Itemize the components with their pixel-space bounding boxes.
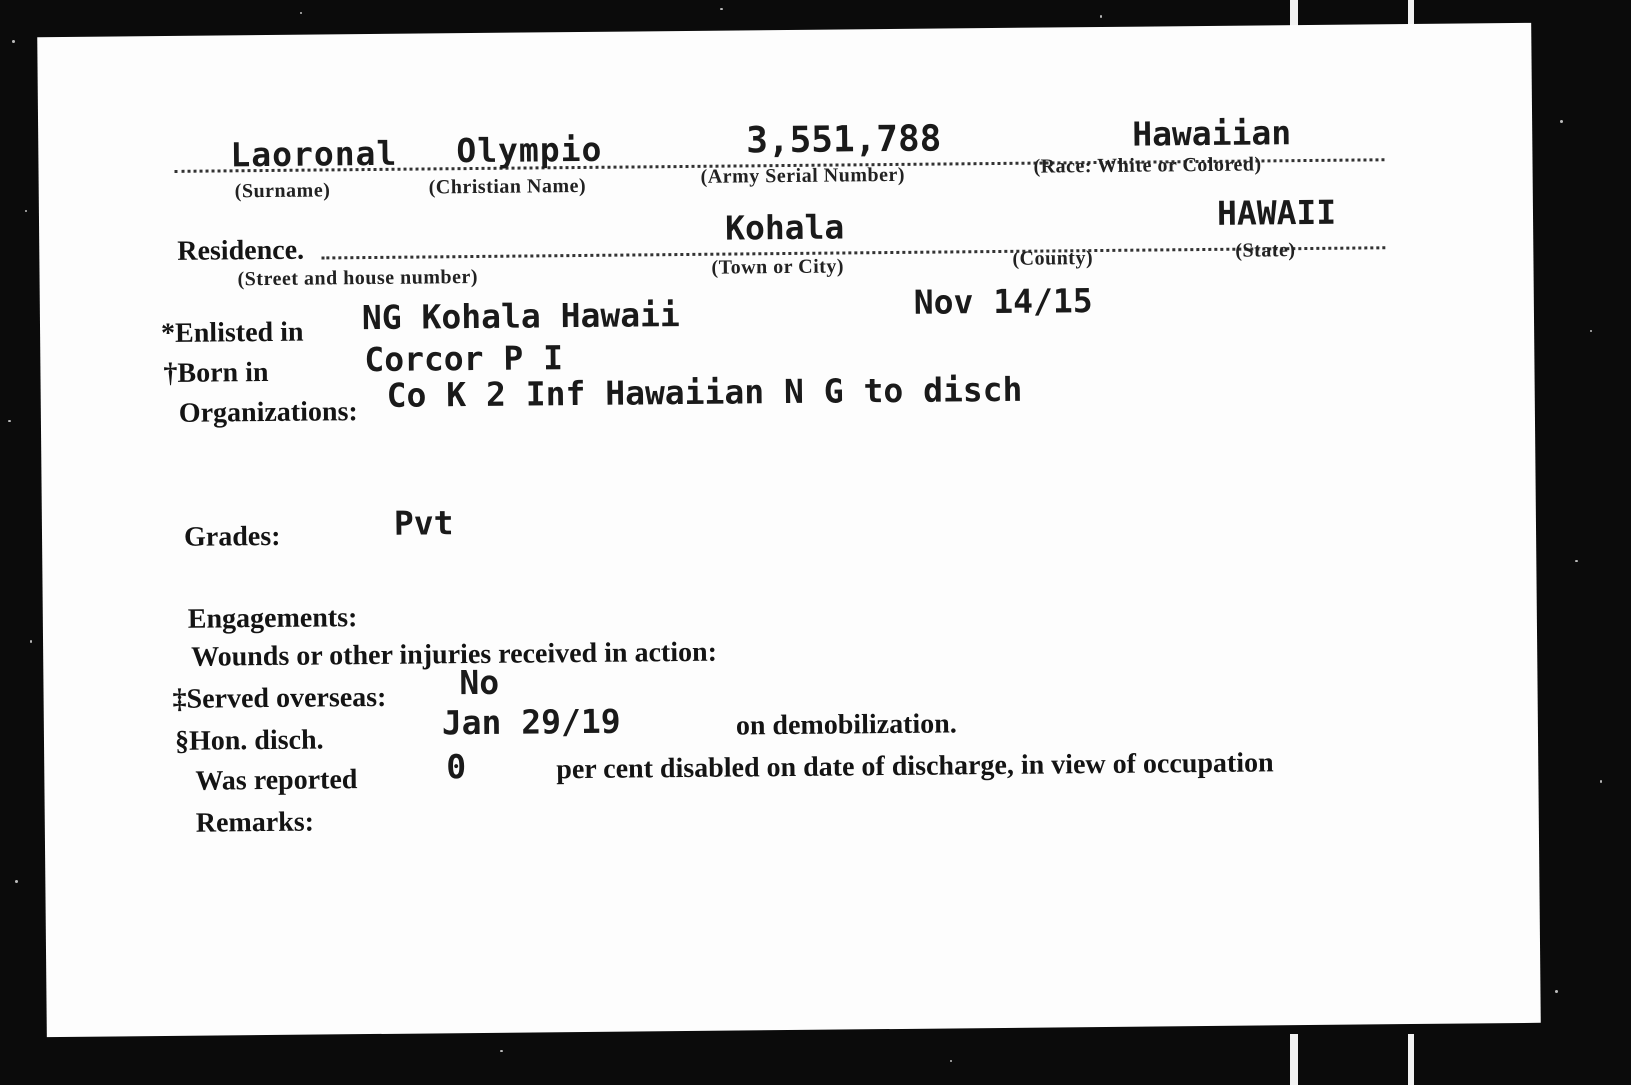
service-record-card bbox=[37, 23, 1541, 1037]
serial-number-value: 3,551,788 bbox=[746, 118, 942, 162]
grades-label: Grades: bbox=[183, 520, 281, 553]
disability-label: Was reported bbox=[195, 764, 358, 797]
enlisted-place-value: NG Kohala Hawaii bbox=[361, 295, 681, 338]
served-overseas-value: No bbox=[459, 662, 500, 703]
serial-number-caption: (Army Serial Number) bbox=[700, 163, 906, 188]
organizations-label: Organizations: bbox=[178, 396, 358, 429]
christian-name-caption: (Christian Name) bbox=[428, 174, 587, 199]
engagements-label: Engagements: bbox=[187, 602, 358, 635]
born-value: Corcor P I bbox=[364, 338, 564, 380]
remarks-label: Remarks: bbox=[195, 806, 315, 839]
state-caption: (State) bbox=[1235, 239, 1296, 262]
wounds-label: Wounds or other injuries received in action: bbox=[191, 636, 718, 673]
disability-percent-value: 0 bbox=[446, 747, 467, 787]
grades-value: Pvt bbox=[393, 503, 454, 543]
state-value: HAWAII bbox=[1216, 192, 1337, 233]
discharge-label: §Hon. disch. bbox=[174, 724, 324, 757]
disability-suffix: per cent disabled on date of discharge, in view of occupation bbox=[556, 747, 1274, 786]
organizations-value: Co K 2 Inf Hawaiian N G to disch bbox=[386, 369, 1023, 415]
enlisted-label: *Enlisted in bbox=[160, 316, 304, 350]
race-caption: (Race: White or Colored) bbox=[1033, 153, 1262, 178]
surname-caption: (Surname) bbox=[234, 179, 331, 203]
christian-name-value: Olympio bbox=[456, 129, 603, 171]
served-overseas-label: ‡Served overseas: bbox=[172, 681, 387, 715]
discharge-date-value: Jan 29/19 bbox=[441, 701, 621, 743]
race-value: Hawaiian bbox=[1132, 113, 1292, 154]
county-caption: (County) bbox=[1012, 247, 1094, 270]
surname-value: Laoronal bbox=[230, 133, 398, 175]
residence-label: Residence. bbox=[177, 234, 305, 267]
residence-dotted-line bbox=[321, 246, 1385, 259]
town-value: Kohala bbox=[724, 207, 845, 248]
town-caption: (Town or City) bbox=[711, 255, 845, 279]
discharge-suffix: on demobilization. bbox=[735, 708, 957, 742]
born-label: †Born in bbox=[163, 356, 269, 389]
street-caption: (Street and house number) bbox=[237, 265, 479, 291]
enlisted-date-value: Nov 14/15 bbox=[913, 281, 1093, 322]
